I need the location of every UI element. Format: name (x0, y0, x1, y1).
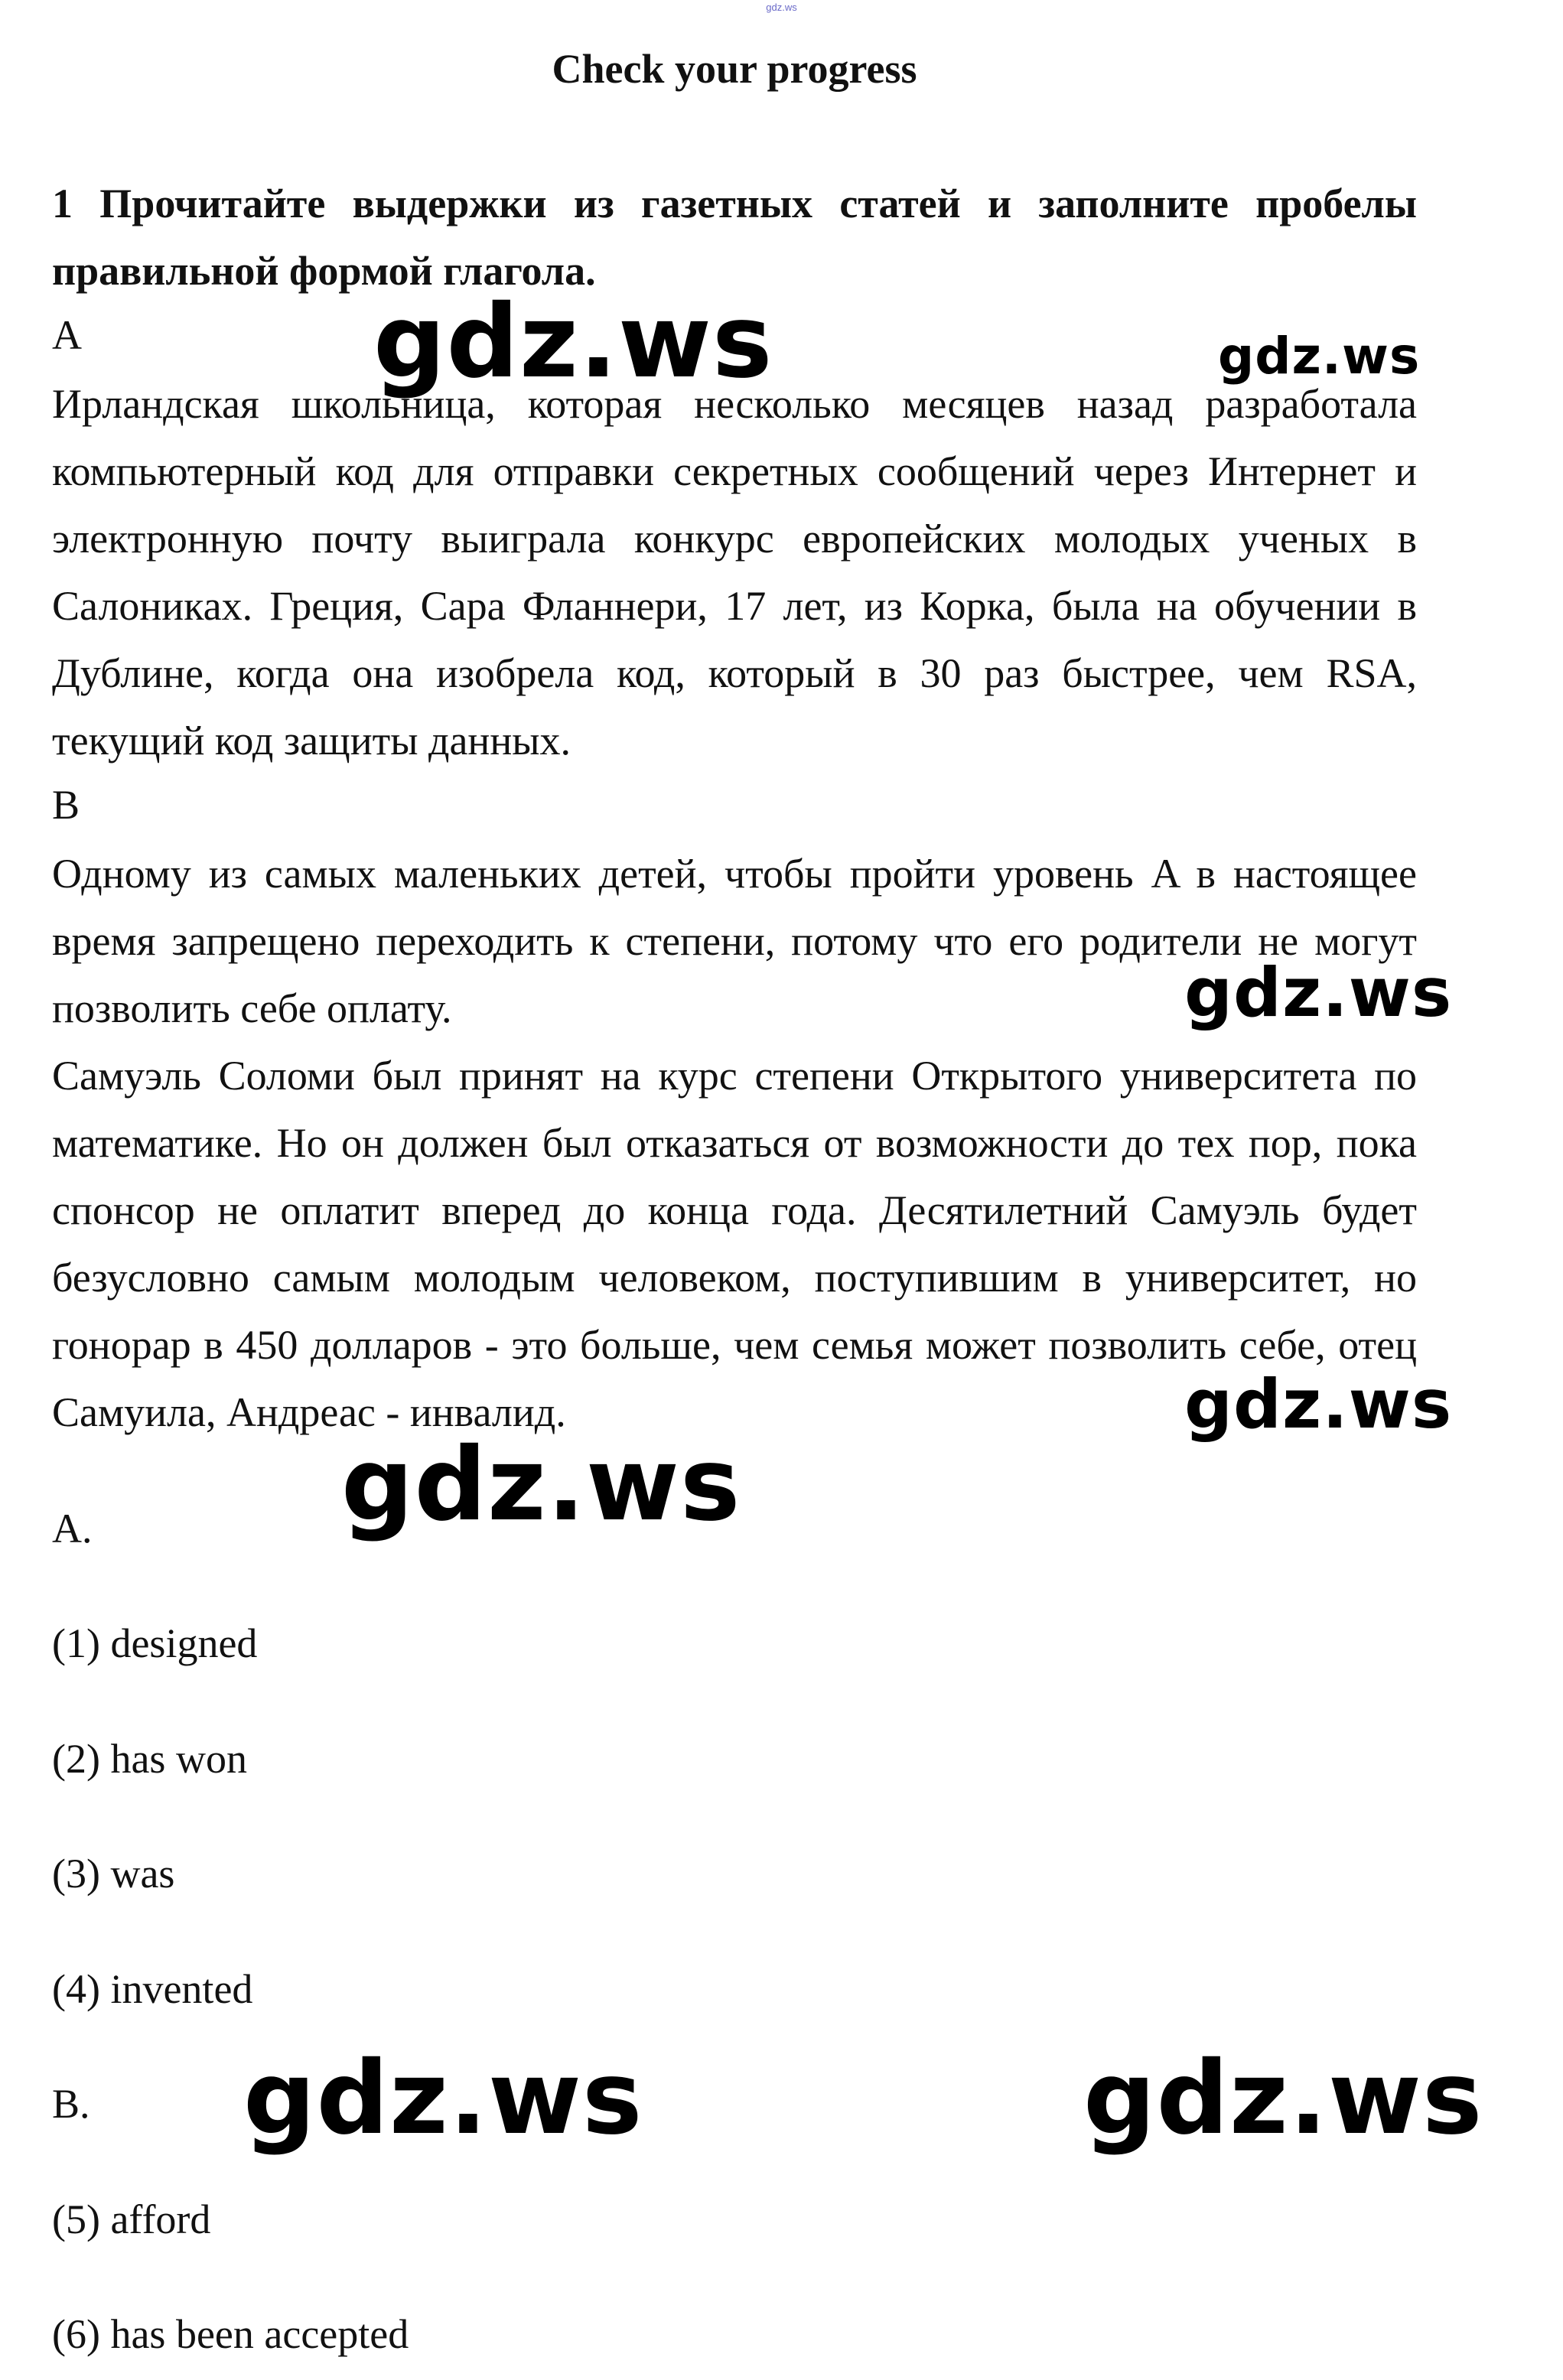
answer-item: (3) was (52, 1851, 175, 1897)
answer-item: (5) afford (52, 2196, 211, 2242)
watermark: gdz.ws (1083, 2040, 1483, 2157)
watermark: gdz.ws (243, 2040, 643, 2157)
watermark: gdz.ws (341, 1426, 741, 1544)
section-b-text (52, 840, 1417, 1446)
answer-item: (4) invented (52, 1966, 253, 2012)
answers-a-label: A. (52, 1506, 93, 1551)
section-b-paragraph-2: Самуэль Соломи был принят на курс степени Открытого университета по математике. Но он должен был отказаться от возможности до тех пор, пока спонсор не оплатит вперед до конца года. Десятилетний Самуэль будет безусловно самым молодым человеком, поступившим в университет, но гонорар в 450 долларов - это больше, чем семья может позволить себе, отец Самуила, Андреас - инвалид. (52, 1053, 1417, 1435)
watermark: gdz.ws (1218, 327, 1421, 386)
answer-item: (1) designed (52, 1620, 258, 1666)
section-b-letter: B (52, 782, 80, 828)
page-title: Check your progress (552, 46, 917, 92)
section-a-letter: A (52, 312, 82, 358)
section-a-text (52, 370, 1417, 774)
answer-item: (2) has won (52, 1736, 247, 1782)
watermark: gdz.ws (1184, 953, 1453, 1032)
task-instruction: 1 Прочитайте выдержки из газетных статей и заполните пробелы правильной формой глагола. (52, 181, 1417, 294)
watermark: gdz.ws (373, 283, 773, 401)
answer-item: (6) has been accepted (52, 2311, 409, 2357)
watermark: gdz.ws (1184, 1365, 1453, 1444)
top-watermark: gdz.ws (766, 2, 797, 13)
section-a-paragraph: Ирландская школьница, которая несколько месяцев назад разработала компьютерный код для отправки секретных сообщений через Интернет и электронную почту выиграла конкурс европейских молодых ученых в Салониках. Греция, Сара Фланнери, 17 лет, из Корка, была на обучении в Дублине, когда она изобрела код, который в 30 раз быстрее, чем RSA, текущий код защиты данных. (52, 381, 1417, 763)
section-b-paragraph-1: Одному из самых маленьких детей, чтобы пройти уровень A в настоящее время запрещено переходить к степени, потому что его родители не могут позволить себе оплату. (52, 851, 1417, 1031)
answers-b-label: B. (52, 2081, 90, 2127)
